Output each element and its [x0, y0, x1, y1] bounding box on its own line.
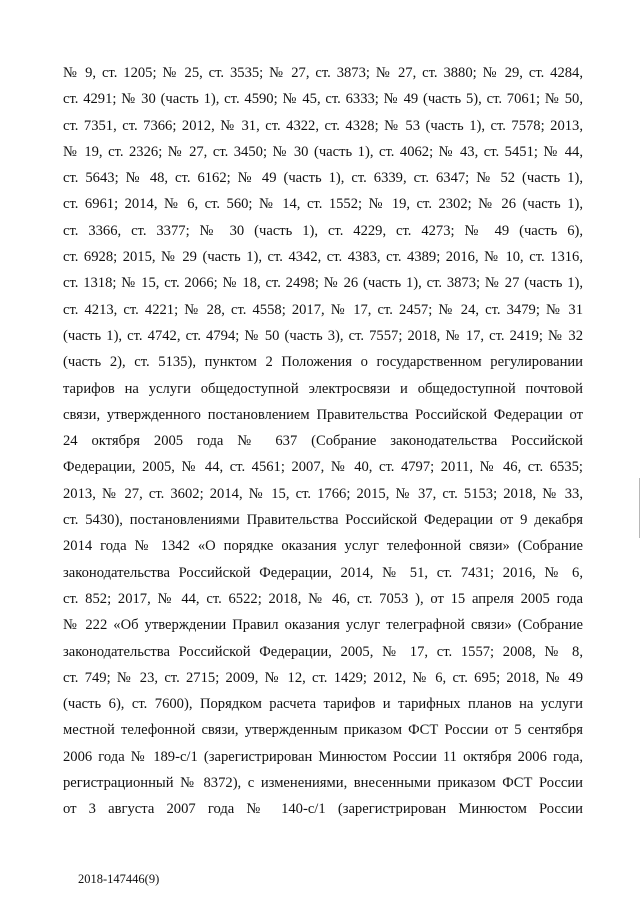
text-line: ст. 6928; 2015, № 29 (часть 1), ст. 4342, ст. 4383, ст. 4389; 2016, № 10, ст. 1316,	[63, 249, 583, 266]
text-line: связи, утвержденного постановлением Правительства Российской Федерации от	[63, 406, 583, 423]
text-line: (часть 6), ст. 7600), Порядком расчета тарифов и тарифных планов на услуги	[63, 696, 583, 713]
text-line: регистрационный № 8372), с изменениями, внесенными приказом ФСТ России	[63, 775, 583, 792]
text-line: № 19, ст. 2326; № 27, ст. 3450; № 30 (часть 1), ст. 4062; № 43, ст. 5451; № 44,	[63, 143, 583, 160]
text-line: № 9, ст. 1205; № 25, ст. 3535; № 27, ст. 3873; № 27, ст. 3880; № 29, ст. 4284,	[63, 65, 583, 81]
text-line: Федерации, 2005, № 44, ст. 4561; 2007, № 40, ст. 4797; 2011, № 46, ст. 6535;	[63, 459, 583, 476]
text-line: местной телефонной связи, утвержденным приказом ФСТ России от 5 сентября	[63, 722, 583, 739]
text-line: 24 октября 2005 года № 637 (Собрание законодательства Российской	[63, 433, 583, 450]
text-line: 2006 года № 189-с/1 (зарегистрирован Минюстом России 11 октября 2006 года,	[63, 748, 583, 765]
text-line: № 222 «Об утверждении Правил оказания услуг телеграфной связи» (Собрание	[63, 617, 583, 634]
text-line: ст. 6961; 2014, № 6, ст. 560; № 14, ст. 1552; № 19, ст. 2302; № 26 (часть 1),	[63, 196, 583, 213]
text-line: (часть 2), ст. 5135), пунктом 2 Положения о государственном регулировании	[63, 354, 583, 371]
text-line: ст. 7351, ст. 7366; 2012, № 31, ст. 4322, ст. 4328; № 53 (часть 1), ст. 7578; 2013,	[63, 117, 583, 134]
text-line: ст. 3366, ст. 3377; № 30 (часть 1), ст. 4229, ст. 4273; № 49 (часть 6),	[63, 222, 583, 239]
text-line: 2013, № 27, ст. 3602; 2014, № 15, ст. 1766; 2015, № 37, ст. 5153; 2018, № 33,	[63, 485, 583, 502]
text-line: законодательства Российской Федерации, 2005, № 17, ст. 1557; 2008, № 8,	[63, 643, 583, 660]
text-line: ст. 4291; № 30 (часть 1), ст. 4590; № 45, ст. 6333; № 49 (часть 5), ст. 7061; № 50,	[63, 91, 583, 108]
text-line: ст. 852; 2017, № 44, ст. 6522; 2018, № 46, ст. 7053 ), от 15 апреля 2005 года	[63, 590, 583, 607]
text-line: ст. 5430), постановлениями Правительства Российской Федерации от 9 декабря	[63, 512, 583, 529]
text-line: ст. 749; № 23, ст. 2715; 2009, № 12, ст. 1429; 2012, № 6, ст. 695; 2018, № 49	[63, 669, 583, 686]
text-line: ст. 1318; № 15, ст. 2066; № 18, ст. 2498; № 26 (часть 1), ст. 3873; № 27 (часть 1),	[63, 275, 583, 292]
text-line: законодательства Российской Федерации, 2014, № 51, ст. 7431; 2016, № 6,	[63, 564, 583, 581]
text-line: ст. 5643; № 48, ст. 6162; № 49 (часть 1), ст. 6339, ст. 6347; № 52 (часть 1),	[63, 170, 583, 187]
text-line: (часть 1), ст. 4742, ст. 4794; № 50 (часть 3), ст. 7557; 2018, № 17, ст. 2419; № 32	[63, 327, 583, 344]
document-body	[63, 60, 583, 823]
document-registration-code: 2018-147446(9)	[78, 872, 160, 886]
text-line: тарифов на услуги общедоступной электросвязи и общедоступной почтовой	[63, 380, 583, 397]
text-line: от 3 августа 2007 года № 140-с/1 (зарегистрирован Минюстом России	[63, 801, 583, 818]
text-line: 2014 года № 1342 «О порядке оказания услуг телефонной связи» (Собрание	[63, 538, 583, 555]
text-line: ст. 4213, ст. 4221; № 28, ст. 4558; 2017, № 17, ст. 2457; № 24, ст. 3479; № 31	[63, 301, 583, 318]
